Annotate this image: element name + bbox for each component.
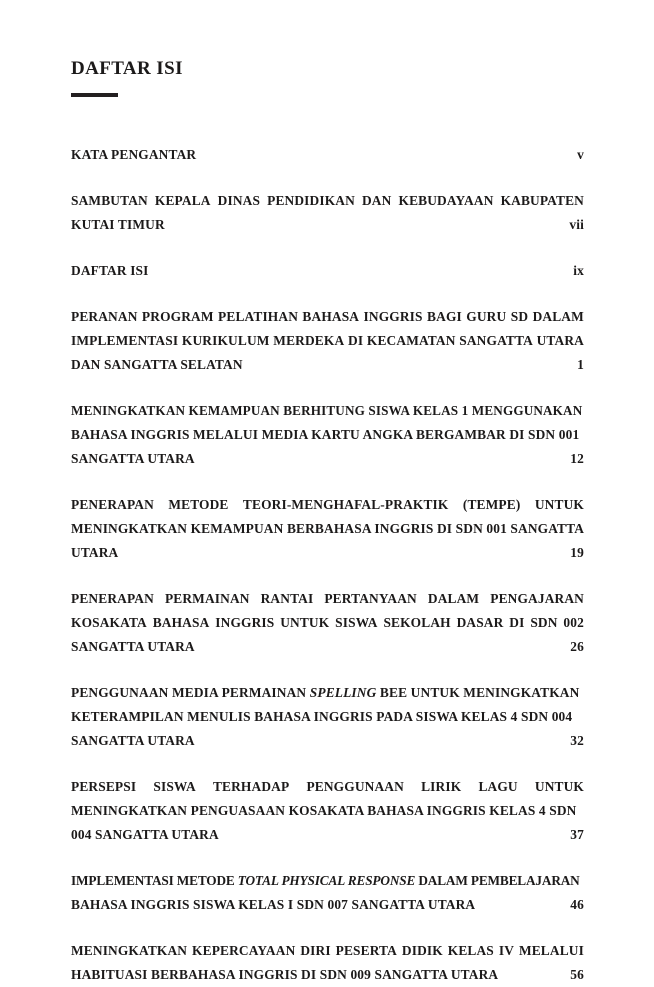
toc-page-number: 32 <box>566 733 584 748</box>
toc-line-word: RANTAI <box>260 591 314 606</box>
toc-page-number: v <box>573 147 584 162</box>
toc-entry-final-line <box>71 259 584 283</box>
toc-line-text: DALAM PEMBELAJARAN <box>415 873 580 888</box>
toc-line-word: MELALUI <box>518 943 584 958</box>
dot-leader <box>165 216 566 229</box>
toc-line-word: MENINGKATKAN <box>71 943 188 958</box>
dot-leader <box>219 826 567 839</box>
toc-line-word: SAMBUTAN <box>71 193 148 208</box>
toc-page-number: 46 <box>566 897 584 912</box>
page-title: DAFTAR ISI <box>71 58 183 79</box>
toc-entry-final-line <box>71 213 584 237</box>
toc-entry-line <box>71 189 584 213</box>
toc-entry-final-line <box>71 729 584 753</box>
toc-line-text: PENGGUNAAN MEDIA PERMAINAN <box>71 685 310 700</box>
toc-line-word: KECAMATAN <box>366 333 456 348</box>
toc-line-word: SISWA <box>335 615 378 630</box>
toc-entry-title-text: BAHASA INGGRIS SISWA KELAS I SDN 007 SANGATTA UTARA <box>71 897 476 912</box>
toc-entry-line <box>71 587 584 611</box>
toc-entry[interactable] <box>71 259 584 283</box>
toc-line-word: TERHADAP <box>212 779 290 794</box>
toc-line-word: SISWA <box>153 779 196 794</box>
toc-line-word: BAHASA <box>302 309 360 324</box>
toc-entry[interactable] <box>71 493 584 565</box>
toc-line-word: (TEMPE) <box>462 497 521 512</box>
dot-leader <box>118 544 566 557</box>
toc-line-word: KABUPATEN <box>500 193 584 208</box>
toc-line-word: DI <box>348 333 364 348</box>
dot-leader <box>195 450 567 463</box>
toc-entry[interactable] <box>71 869 584 917</box>
toc-line-word: DIDIK <box>401 943 443 958</box>
toc-line-text: IMPLEMENTASI METODE <box>71 873 238 888</box>
toc-line-word: 002 <box>563 615 584 630</box>
toc-entry-line: BAHASA INGGRIS MELALUI MEDIA KARTU ANGKA BERGAMBAR DI SDN 001 <box>71 427 580 442</box>
toc-line-word: BAHASA <box>152 615 210 630</box>
toc-line-word: KOSAKATA <box>71 615 147 630</box>
toc-entry-title-text: HABITUASI BERBAHASA INGGRIS DI SDN 009 SANGATTA UTARA <box>71 967 499 982</box>
toc-entry-line: MENINGKATKAN KEMAMPUAN BERBAHASA INGGRIS DI SDN 001 SANGATTA <box>71 521 585 536</box>
page-content <box>71 0 584 987</box>
toc-line-italic-term: TOTAL PHYSICAL RESPONSE <box>237 873 416 888</box>
toc-line-word: METODE <box>168 497 229 512</box>
toc-entry-line <box>71 939 584 963</box>
toc-line-word: DALAM <box>427 591 480 606</box>
toc-line-word: DASAR <box>456 615 504 630</box>
toc-entry[interactable] <box>71 143 584 167</box>
toc-line-word: PERSEPSI <box>71 779 137 794</box>
toc-entry-final-line <box>71 823 584 847</box>
toc-page-number: ix <box>569 263 584 278</box>
toc-line-word: KEPERCAYAAN <box>192 943 296 958</box>
toc-line-word: KEBUDAYAAN <box>398 193 494 208</box>
dot-leader <box>149 262 570 275</box>
toc-line-word: UTARA <box>536 333 584 348</box>
toc-entry-title-text: SANGATTA UTARA <box>71 639 195 654</box>
toc-entry-line <box>71 305 584 329</box>
toc-entry-final-line <box>71 635 584 659</box>
dot-leader <box>498 966 567 979</box>
toc-entry-line <box>71 681 584 705</box>
toc-line-word: SEKOLAH <box>383 615 451 630</box>
toc-page-number: 12 <box>566 451 584 466</box>
toc-line-word: BAGI <box>427 309 462 324</box>
toc-line-word: PENERAPAN <box>71 591 154 606</box>
toc-line-word: KELAS <box>447 943 494 958</box>
toc-line-word: UNTUK <box>280 615 330 630</box>
toc-entry-final-line <box>71 143 584 167</box>
toc-line-word: PROGRAM <box>141 309 214 324</box>
toc-line-word: KEPALA <box>154 193 211 208</box>
toc-entry-title-text: KATA PENGANTAR <box>71 147 197 162</box>
toc-entry-title-text: SANGATTA UTARA <box>71 451 195 466</box>
toc-line-word: DAN <box>361 193 392 208</box>
dot-leader <box>196 146 573 159</box>
dot-leader <box>195 732 567 745</box>
toc-entry-title-text: DAFTAR ISI <box>71 263 149 278</box>
toc-entry-line <box>71 869 584 893</box>
dot-leader <box>243 356 574 369</box>
toc-line-word: INGGRIS <box>363 309 423 324</box>
toc-line-word: PERMAINAN <box>164 591 250 606</box>
toc-line-word: UNTUK <box>534 779 584 794</box>
dot-leader <box>475 896 567 909</box>
toc-line-word: MERDEKA <box>273 333 345 348</box>
toc-line-word: IV <box>498 943 515 958</box>
toc-line-word: LIRIK <box>421 779 462 794</box>
toc-line-word: SDN <box>530 615 558 630</box>
toc-entry-line: MENINGKATKAN PENGUASAAN KOSAKATA BAHASA INGGRIS KELAS 4 SDN <box>71 803 577 818</box>
toc-entry-title-text: SANGATTA UTARA <box>71 733 195 748</box>
toc-line-word: SANGATTA <box>459 333 533 348</box>
toc-line-word: PELATIHAN <box>218 309 299 324</box>
toc-entry[interactable] <box>71 305 584 377</box>
toc-entry-title-text: UTARA <box>71 545 119 560</box>
toc-entry-title-text: 004 SANGATTA UTARA <box>71 827 219 842</box>
toc-entry-final-line <box>71 447 584 471</box>
toc-entry-line <box>71 329 584 353</box>
toc-entry[interactable] <box>71 939 584 987</box>
toc-entry[interactable] <box>71 775 584 847</box>
toc-line-word: PENDIDIKAN <box>267 193 355 208</box>
toc-entry[interactable] <box>71 587 584 659</box>
toc-entry-title-text: KUTAI TIMUR <box>71 217 165 232</box>
toc-line-word: PENGAJARAN <box>490 591 584 606</box>
toc-entry-title-text: DAN SANGATTA SELATAN <box>71 357 243 372</box>
dot-leader <box>195 638 567 651</box>
toc-line-word: PERTANYAAN <box>324 591 417 606</box>
toc-entry-final-line <box>71 893 584 917</box>
toc-page-number: 26 <box>566 639 584 654</box>
toc-line-word: DI <box>509 615 525 630</box>
toc-line-word: LAGU <box>478 779 518 794</box>
toc-entry[interactable] <box>71 681 584 753</box>
title-block <box>71 0 584 97</box>
toc-line-word: UNTUK <box>534 497 584 512</box>
toc-entry-final-line <box>71 541 584 565</box>
toc-page-number: vii <box>565 217 584 232</box>
title-underline-rule <box>71 93 118 97</box>
toc-entry-line <box>71 611 584 635</box>
toc-line-word: DINAS <box>217 193 261 208</box>
toc-entry-final-line <box>71 353 584 377</box>
toc-line-word: PERANAN <box>71 309 138 324</box>
toc-line-word: PENGGUNAAN <box>306 779 404 794</box>
toc-entry-line: KETERAMPILAN MENULIS BAHASA INGGRIS PADA SISWA KELAS 4 SDN 004 <box>71 709 573 724</box>
toc-line-word: KURIKULUM <box>181 333 270 348</box>
toc-line-word: PESERTA <box>335 943 397 958</box>
toc-line-word: INGGRIS <box>215 615 275 630</box>
toc-page-number: 37 <box>566 827 584 842</box>
toc-page-number: 56 <box>566 967 584 982</box>
toc-entry-final-line <box>71 963 584 987</box>
toc-line-word: TEORI-MENGHAFAL-PRAKTIK <box>242 497 449 512</box>
toc-line-word: IMPLEMENTASI <box>71 333 179 348</box>
toc-line-word: DIRI <box>300 943 331 958</box>
toc-entry-line: MENINGKATKAN KEMAMPUAN BERHITUNG SISWA KELAS 1 MENGGUNAKAN <box>71 403 583 418</box>
toc-line-word: SD <box>510 309 529 324</box>
toc-entry[interactable] <box>71 399 584 471</box>
toc-entry-line <box>71 493 584 517</box>
toc-line-word: GURU <box>466 309 507 324</box>
toc-entry-line <box>71 775 584 799</box>
toc-page-number: 19 <box>566 545 584 560</box>
toc-entry[interactable] <box>71 189 584 237</box>
toc-line-word: PENERAPAN <box>71 497 154 512</box>
toc-line-text: BEE UNTUK MENINGKATKAN <box>376 685 580 700</box>
toc-line-italic-term: SPELLING <box>309 685 377 700</box>
toc-page-number: 1 <box>573 357 584 372</box>
table-of-contents <box>71 143 584 987</box>
toc-line-word: DALAM <box>532 309 584 324</box>
